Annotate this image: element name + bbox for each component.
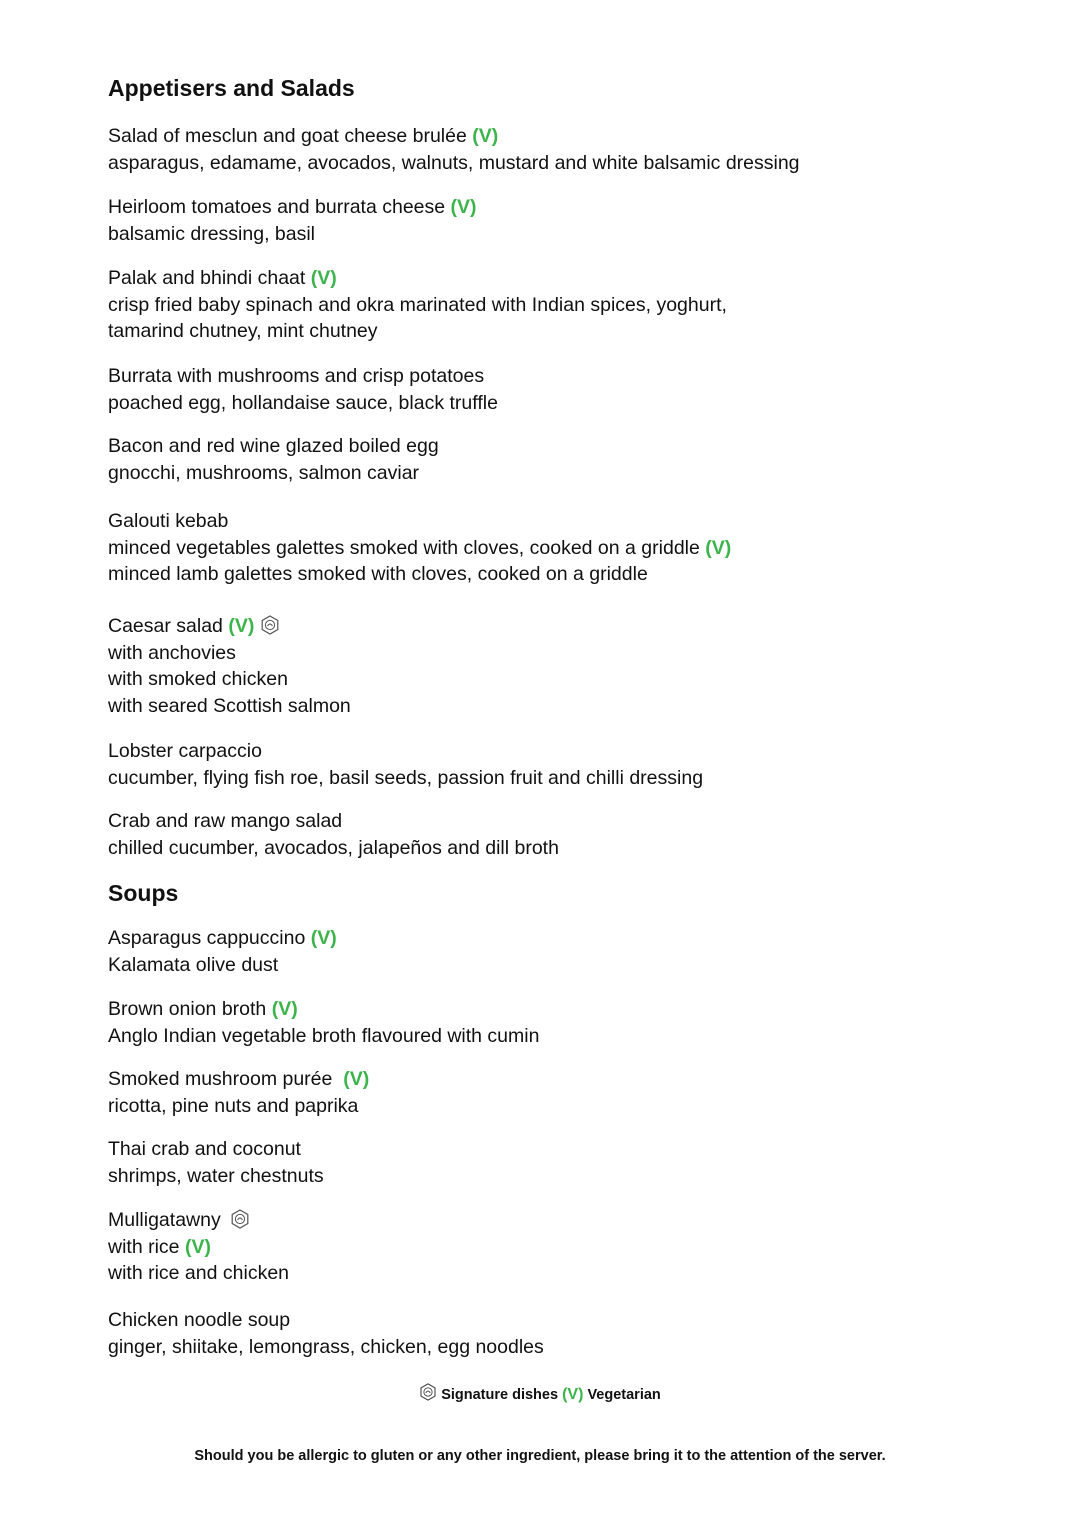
- vegetarian-tag: (V): [310, 927, 337, 949]
- menu-item: [108, 925, 337, 978]
- menu-item: [108, 808, 559, 861]
- menu-item: [108, 123, 800, 176]
- menu-item: [108, 1307, 544, 1360]
- section-title-appetisers: Appetisers and Salads: [108, 75, 355, 101]
- item-description: minced lamb galettes smoked with cloves, cooked on a griddle: [108, 563, 648, 586]
- item-description: ginger, shiitake, lemongrass, chicken, egg noodles: [108, 1335, 544, 1358]
- signature-icon: [260, 615, 280, 643]
- item-description: with anchovies: [108, 641, 236, 664]
- vegetarian-tag: (V): [450, 196, 477, 218]
- vegetarian-tag: (V): [228, 615, 255, 637]
- menu-item: [108, 1136, 324, 1189]
- allergy-note: Should you be allergic to gluten or any other ingredient, please bring it to the attention of the server.: [194, 1448, 886, 1464]
- legend-vegetarian-label: Vegetarian: [587, 1387, 661, 1403]
- item-name: Burrata with mushrooms and crisp potatoes: [108, 365, 485, 387]
- item-description: chilled cucumber, avocados, jalapeños and dill broth: [108, 836, 559, 859]
- item-description: with rice and chicken: [108, 1262, 290, 1285]
- item-description: with smoked chicken: [108, 668, 288, 691]
- item-description: cucumber, flying fish roe, basil seeds, passion fruit and chilli dressing: [108, 766, 704, 789]
- menu-item: [108, 738, 703, 791]
- menu-item: [108, 265, 727, 345]
- item-name: Smoked mushroom purée: [108, 1068, 333, 1090]
- signature-icon: [230, 1209, 250, 1237]
- item-name: Mulligatawny: [108, 1209, 221, 1231]
- item-description: with rice: [108, 1235, 180, 1258]
- item-description: crisp fried baby spinach and okra marinated with Indian spices, yoghurt,: [108, 293, 727, 316]
- item-name: Lobster carpaccio: [108, 740, 262, 762]
- item-description: gnocchi, mushrooms, salmon caviar: [108, 461, 420, 484]
- item-description: poached egg, hollandaise sauce, black truffle: [108, 391, 498, 414]
- vegetarian-tag: (V): [343, 1068, 370, 1090]
- item-description: shrimps, water chestnuts: [108, 1164, 324, 1187]
- item-name: Salad of mesclun and goat cheese brulée: [108, 125, 467, 147]
- vegetarian-tag: (V): [705, 536, 732, 559]
- item-name: Chicken noodle soup: [108, 1309, 291, 1331]
- menu-item: [108, 194, 477, 247]
- legend-signature-label: Signature dishes: [441, 1387, 559, 1403]
- menu-item: [108, 508, 731, 588]
- item-name: Bacon and red wine glazed boiled egg: [108, 435, 439, 457]
- item-name: Heirloom tomatoes and burrata cheese: [108, 196, 446, 218]
- menu-item: [108, 433, 439, 486]
- menu-item: [108, 1207, 289, 1287]
- legend: [0, 1383, 1080, 1408]
- menu-item: [108, 1066, 369, 1119]
- item-name: Asparagus cappuccino: [108, 927, 306, 949]
- item-name: Brown onion broth: [108, 998, 267, 1020]
- item-description: asparagus, edamame, avocados, walnuts, mustard and white balsamic dressing: [108, 151, 800, 174]
- vegetarian-tag: (V): [472, 125, 499, 147]
- item-description: ricotta, pine nuts and paprika: [108, 1094, 359, 1117]
- menu-item: [108, 613, 351, 719]
- legend-vegetarian-tag: (V): [562, 1386, 584, 1403]
- item-description: with seared Scottish salmon: [108, 694, 351, 717]
- item-name: Thai crab and coconut: [108, 1138, 301, 1160]
- item-description: minced vegetables galettes smoked with cloves, cooked on a griddle: [108, 536, 700, 559]
- section-title-soups: Soups: [108, 880, 179, 906]
- item-name: Galouti kebab: [108, 510, 229, 532]
- item-name: Palak and bhindi chaat: [108, 267, 306, 289]
- vegetarian-tag: (V): [271, 998, 298, 1020]
- signature-icon: [419, 1383, 437, 1408]
- item-description: Anglo Indian vegetable broth flavoured with cumin: [108, 1024, 540, 1047]
- item-description: balsamic dressing, basil: [108, 222, 316, 245]
- item-name: Caesar salad: [108, 615, 223, 637]
- vegetarian-tag: (V): [310, 267, 337, 289]
- vegetarian-tag: (V): [184, 1235, 211, 1258]
- item-description: Kalamata olive dust: [108, 953, 279, 976]
- menu-item: [108, 363, 498, 416]
- item-description: tamarind chutney, mint chutney: [108, 320, 378, 343]
- menu-item: [108, 996, 539, 1049]
- item-name: Crab and raw mango salad: [108, 810, 343, 832]
